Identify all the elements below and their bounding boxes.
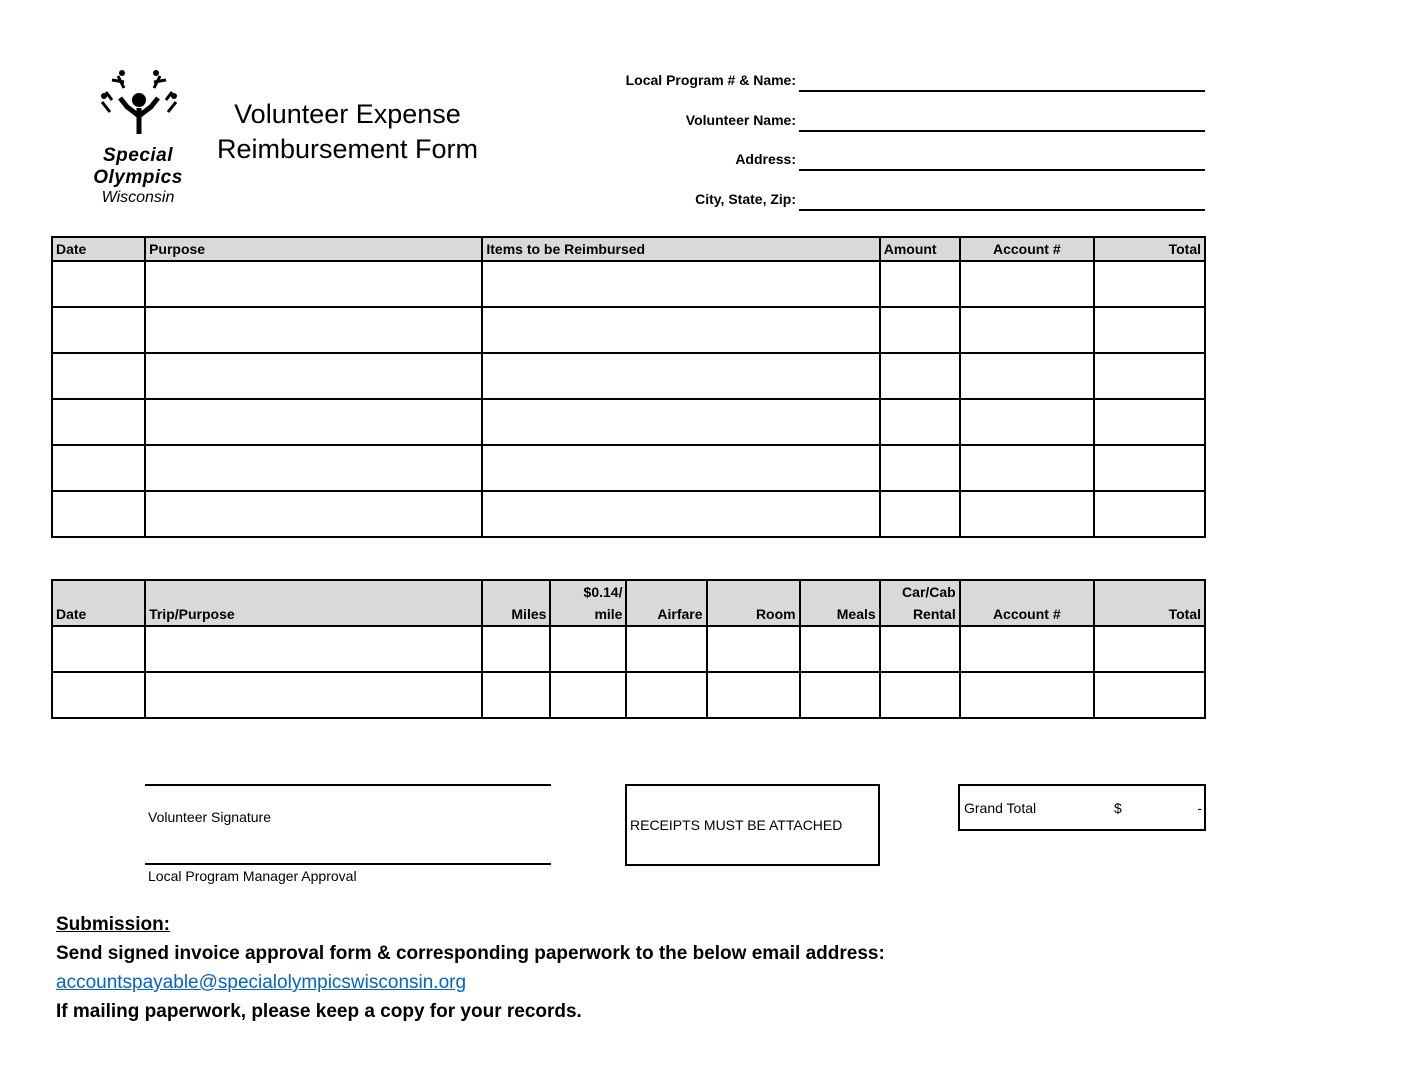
travel-cell[interactable] [626, 672, 706, 718]
travel-cell[interactable] [1094, 626, 1205, 672]
logo-text-special: Special [102, 145, 174, 166]
title-line-1: Volunteer Expense [234, 99, 461, 129]
expenses-cell[interactable] [482, 353, 879, 399]
expenses-cell[interactable] [145, 399, 482, 445]
travel-cell[interactable] [707, 626, 800, 672]
field-input-line[interactable] [799, 130, 1205, 132]
travel-cell[interactable] [145, 672, 482, 718]
travel-header: Car/Cab Rental [880, 580, 960, 626]
travel-cell[interactable] [52, 672, 145, 718]
expenses-cell[interactable] [1094, 307, 1205, 353]
expenses-cell[interactable] [52, 491, 145, 537]
travel-cell[interactable] [550, 626, 626, 672]
logo-text-wisconsin: Wisconsin [101, 189, 175, 206]
field-input-line[interactable] [799, 90, 1205, 92]
expenses-cell[interactable] [960, 445, 1094, 491]
expenses-cell[interactable] [960, 399, 1094, 445]
travel-cell[interactable] [145, 626, 482, 672]
mailing-note: If mailing paperwork, please keep a copy for your records. [56, 1001, 582, 1022]
expenses-table [51, 236, 1206, 538]
expenses-cell[interactable] [1094, 491, 1205, 537]
travel-cell[interactable] [800, 626, 880, 672]
title-line-2: Reimbursement Form [216, 134, 479, 164]
logo-text-olympics: Olympics [93, 167, 183, 188]
expenses-cell[interactable] [960, 491, 1094, 537]
travel-cell[interactable] [1094, 672, 1205, 718]
expenses-cell[interactable] [482, 307, 879, 353]
travel-row [52, 672, 1205, 718]
travel-table [51, 579, 1206, 719]
expenses-cell[interactable] [960, 353, 1094, 399]
travel-cell[interactable] [482, 626, 550, 672]
expenses-cell[interactable] [880, 445, 960, 491]
expenses-cell[interactable] [880, 353, 960, 399]
expenses-cell[interactable] [145, 445, 482, 491]
travel-cell[interactable] [626, 626, 706, 672]
expenses-cell[interactable] [145, 491, 482, 537]
field-label: Local Program # & Name: [625, 72, 796, 88]
expenses-cell[interactable] [880, 307, 960, 353]
manager-approval-label: Local Program Manager Approval [148, 868, 357, 884]
travel-header: Miles [482, 580, 550, 626]
expenses-cell[interactable] [482, 445, 879, 491]
travel-row [52, 626, 1205, 672]
travel-header: Airfare [626, 580, 706, 626]
expenses-cell[interactable] [482, 399, 879, 445]
travel-cell[interactable] [800, 672, 880, 718]
expenses-row [52, 307, 1205, 353]
volunteer-signature-label: Volunteer Signature [148, 809, 271, 825]
travel-header: Trip/Purpose [145, 580, 482, 626]
expenses-cell[interactable] [52, 353, 145, 399]
submission-heading: Submission: [56, 914, 171, 935]
manager-approval-line[interactable] [145, 863, 551, 865]
field-label: Address: [735, 151, 796, 167]
expenses-cell[interactable] [1094, 353, 1205, 399]
field-input-line[interactable] [799, 169, 1205, 171]
travel-header: Meals [800, 580, 880, 626]
expenses-cell[interactable] [145, 353, 482, 399]
travel-header: Date [52, 580, 145, 626]
expenses-row [52, 491, 1205, 537]
travel-cell[interactable] [880, 672, 960, 718]
expenses-cell[interactable] [880, 261, 960, 307]
expenses-cell[interactable] [145, 307, 482, 353]
special-olympics-logo-icon [98, 68, 180, 138]
travel-header: Account # [960, 580, 1094, 626]
travel-header: $0.14/ mile [550, 580, 626, 626]
travel-cell[interactable] [550, 672, 626, 718]
expenses-cell[interactable] [1094, 445, 1205, 491]
expenses-row [52, 399, 1205, 445]
expenses-cell[interactable] [1094, 399, 1205, 445]
receipts-notice: RECEIPTS MUST BE ATTACHED [630, 817, 843, 833]
expenses-cell[interactable] [145, 261, 482, 307]
accounts-payable-email-link[interactable]: accountspayable@specialolympicswisconsin.org [56, 972, 467, 993]
expenses-row [52, 261, 1205, 307]
grand-total-label: Grand Total [964, 800, 1037, 816]
expenses-cell[interactable] [960, 261, 1094, 307]
expenses-header: Account # [960, 237, 1094, 261]
grand-total-box [958, 784, 1206, 831]
expenses-cell[interactable] [482, 261, 879, 307]
expenses-header: Total [1094, 237, 1205, 261]
field-input-line[interactable] [799, 209, 1205, 211]
submission-instructions: Send signed invoice approval form & corresponding paperwork to the below email address: [56, 943, 885, 964]
field-label: City, State, Zip: [695, 191, 796, 207]
expenses-cell[interactable] [880, 491, 960, 537]
expenses-cell[interactable] [880, 399, 960, 445]
expenses-cell[interactable] [52, 399, 145, 445]
expenses-header: Purpose [145, 237, 482, 261]
travel-cell[interactable] [52, 626, 145, 672]
expenses-header: Amount [880, 237, 960, 261]
travel-cell[interactable] [707, 672, 800, 718]
travel-cell[interactable] [960, 626, 1094, 672]
travel-cell[interactable] [960, 672, 1094, 718]
travel-header: Room [707, 580, 800, 626]
expenses-cell[interactable] [52, 261, 145, 307]
receipts-notice-box [625, 784, 880, 866]
expenses-cell[interactable] [52, 445, 145, 491]
volunteer-signature-line[interactable] [145, 784, 551, 786]
travel-header: Total [1094, 580, 1205, 626]
expenses-row [52, 353, 1205, 399]
travel-cell[interactable] [880, 626, 960, 672]
expenses-cell[interactable] [960, 307, 1094, 353]
expenses-row [52, 445, 1205, 491]
form-title [200, 97, 495, 167]
grand-total-currency: $ [1114, 800, 1122, 816]
expenses-header: Items to be Reimbursed [482, 237, 879, 261]
expenses-cell[interactable] [1094, 261, 1205, 307]
expenses-cell[interactable] [52, 307, 145, 353]
grand-total-value: - [1197, 800, 1202, 816]
field-label: Volunteer Name: [685, 112, 796, 128]
expenses-cell[interactable] [482, 491, 879, 537]
travel-cell[interactable] [482, 672, 550, 718]
expenses-header: Date [52, 237, 145, 261]
